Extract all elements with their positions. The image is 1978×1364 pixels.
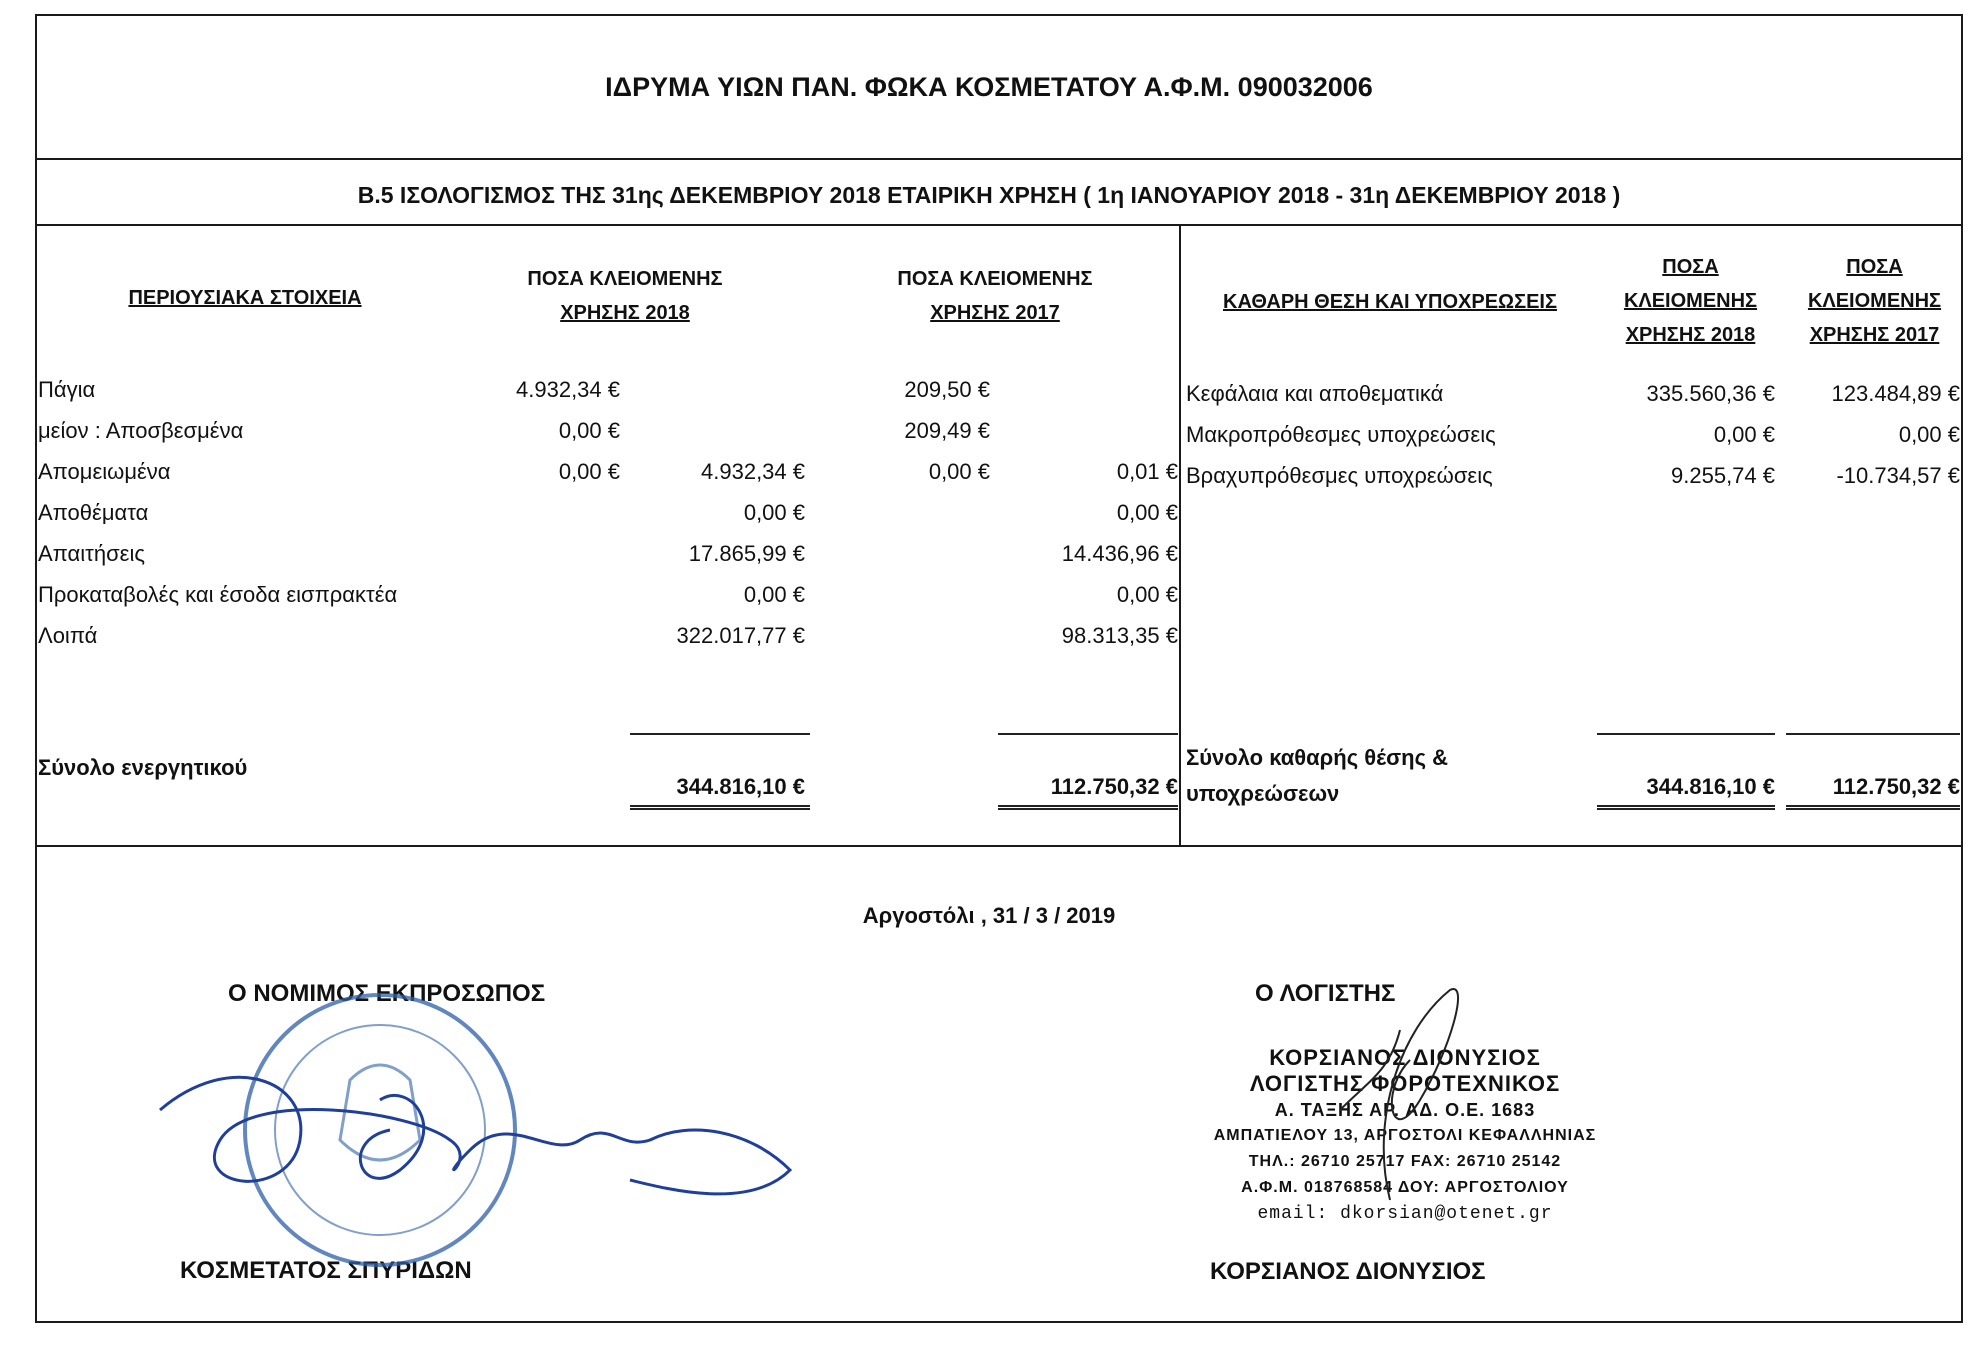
liabilities-row-label: Κεφάλαια και αποθεματικά — [1186, 381, 1444, 406]
liabilities-row-2017: -10.734,57 € — [1836, 463, 1960, 488]
legal-representative-name: ΚΟΣΜΕΤΑΤΟΣ ΣΠΥΡΙΔΩΝ — [180, 1257, 472, 1284]
divider-subtitle — [35, 224, 1963, 226]
assets-row-label: Προκαταβολές και έσοδα εισπρακτέα — [38, 582, 398, 607]
place-date: Αργοστόλι , 31 / 3 / 2019 — [862, 903, 1116, 928]
liabilities-total-2017: 112.750,32 € — [1832, 774, 1960, 799]
assets-row-label: μείον : Αποσβεσμένα — [38, 418, 244, 443]
assets-col2017-line1: ΠΟΣΑ ΚΛΕΙΟΜΕΝΗΣ — [897, 268, 1093, 290]
assets-total-double-rule-2018 — [630, 805, 810, 810]
assets-row-label: Απομειωμένα — [38, 459, 171, 484]
assets-col2017-header — [860, 262, 1130, 330]
assets-row-b2017: 0,00 € — [1116, 500, 1178, 525]
liabilities-row-2018: 335.560,36 € — [1646, 381, 1775, 406]
accountant-name: ΚΟΡΣΙΑΝΟΣ ΔΙΟΝΥΣΙΟΣ — [1210, 1258, 1486, 1285]
liabilities-heading: ΚΑΘΑΡΗ ΘΕΣΗ ΚΑΙ ΥΠΟΧΡΕΩΣΕΙΣ — [1223, 291, 1557, 313]
liabilities-row-2017: 123.484,89 € — [1831, 381, 1960, 406]
assets-col2018-line1: ΠΟΣΑ ΚΛΕΙΟΜΕΝΗΣ — [527, 268, 723, 290]
liabilities-total-2018: 344.816,10 € — [1646, 774, 1775, 799]
assets-subtotal-rule-2018 — [630, 733, 810, 735]
assets-row-label: Πάγια — [38, 377, 96, 402]
accountant-signature-icon — [1330, 970, 1480, 1210]
assets-col2018-line2: ΧΡΗΣΗΣ 2018 — [560, 302, 690, 324]
liabilities-col2018-line2: ΚΛΕΙΟΜΕΝΗΣ — [1623, 290, 1758, 312]
assets-row-b2018: 4.932,34 € — [701, 459, 805, 484]
document-subtitle: Β.5 ΙΣΟΛΟΓΙΣΜΟΣ ΤΗΣ 31ης ΔΕΚΕΜΒΡΙΟΥ 2018 ΕΤΑΙΡΙΚΗ ΧΡΗΣΗ ( 1η ΙΑΝΟΥΑΡΙΟΥ 2018 - 31η ΔΕΚΕΜΒΡΙΟΥ 2018 ) — [357, 182, 1621, 208]
assets-col2017-line2: ΧΡΗΣΗΣ 2017 — [930, 302, 1060, 324]
assets-total-2017: 112.750,32 € — [1050, 774, 1178, 799]
stamp-line: Α. ΤΑΞΗΣ ΑΡ. ΑΔ. Ο.Ε. 1683 — [1274, 1100, 1536, 1120]
accountant-role: Ο ΛΟΓΙΣΤΗΣ — [1255, 980, 1396, 1007]
assets-row-b2017: 14.436,96 € — [1061, 541, 1178, 566]
assets-row-label: Απαιτήσεις — [38, 541, 145, 566]
liabilities-col2017-line2: ΚΛΕΙΟΜΕΝΗΣ — [1807, 290, 1942, 312]
divider-title — [35, 158, 1963, 160]
assets-row-a2018: 4.932,34 € — [516, 377, 620, 402]
legal-representative-role: Ο ΝΟΜΙΜΟΣ ΕΚΠΡΟΣΩΠΟΣ — [228, 980, 546, 1007]
stamp-line: Α.Φ.Μ. 018768584 ΔΟΥ: ΑΡΓΟΣΤΟΛΙΟΥ — [1241, 1179, 1569, 1196]
divider-table-bottom — [35, 845, 1963, 847]
assets-total-2018: 344.816,10 € — [676, 774, 805, 799]
assets-heading: ΠΕΡΙΟΥΣΙΑΚΑ ΣΤΟΙΧΕΙΑ — [128, 287, 362, 309]
liabilities-col2018-header — [1598, 250, 1783, 352]
liabilities-row-label: Μακροπρόθεσμες υποχρεώσεις — [1186, 422, 1496, 447]
assets-row-b2018: 17.865,99 € — [688, 541, 805, 566]
liabilities-col2018-line1: ΠΟΣΑ — [1662, 256, 1719, 278]
liabilities-total-double-rule-2017 — [1786, 805, 1960, 810]
assets-row-a2017: 0,00 € — [928, 459, 990, 484]
liabilities-subtotal-rule-2018 — [1597, 733, 1775, 735]
assets-row-a2018: 0,00 € — [558, 459, 620, 484]
document-title: ΙΔΡΥΜΑ ΥΙΩΝ ΠΑΝ. ΦΩΚΑ ΚΟΣΜΕΤΑΤΟΥ Α.Φ.Μ. 090032006 — [605, 72, 1373, 102]
stamp-line: ΚΟΡΣΙΑΝΟΣ ΔΙΟΝΥΣΙΟΣ — [1269, 1045, 1541, 1070]
assets-row-b2018: 0,00 € — [743, 582, 805, 607]
stamp-line: ΤΗΛ.: 26710 25717 FAX: 26710 25142 — [1248, 1153, 1562, 1170]
liabilities-row-2018: 9.255,74 € — [1671, 463, 1775, 488]
liabilities-row-2018: 0,00 € — [1713, 422, 1775, 447]
assets-subtotal-rule-2017 — [998, 733, 1178, 735]
liabilities-total-double-rule-2018 — [1597, 805, 1775, 810]
liabilities-total-label-line1: Σύνολο καθαρής θέσης & — [1186, 745, 1449, 770]
assets-row-a2017: 209,49 € — [904, 418, 990, 443]
assets-row-a2018: 0,00 € — [558, 418, 620, 443]
assets-row-label: Λοιπά — [38, 623, 98, 648]
assets-total-double-rule-2017 — [998, 805, 1178, 810]
assets-row-b2017: 98.313,35 € — [1061, 623, 1178, 648]
liabilities-subtotal-rule-2017 — [1786, 733, 1960, 735]
foundation-seal-stamp-icon — [150, 990, 810, 1290]
assets-row-b2017: 0,00 € — [1116, 582, 1178, 607]
liabilities-row-label: Βραχυπρόθεσμες υποχρεώσεις — [1186, 463, 1493, 488]
liabilities-col2017-line3: ΧΡΗΣΗΣ 2017 — [1809, 324, 1940, 346]
assets-row-a2017: 209,50 € — [904, 377, 990, 402]
liabilities-col2017-line1: ΠΟΣΑ — [1846, 256, 1903, 278]
assets-total-label: Σύνολο ενεργητικού — [38, 755, 248, 780]
assets-row-label: Αποθέματα — [38, 500, 149, 525]
assets-col2018-header — [490, 262, 760, 330]
divider-columns — [1179, 224, 1181, 845]
assets-row-b2018: 0,00 € — [743, 500, 805, 525]
assets-row-b2018: 322.017,77 € — [676, 623, 805, 648]
stamp-line: email: dkorsian@otenet.gr — [1257, 1204, 1553, 1224]
liabilities-total-label — [1186, 740, 1448, 812]
liabilities-total-label-line2: υποχρεώσεων — [1186, 781, 1340, 806]
liabilities-col2018-line3: ΧΡΗΣΗΣ 2018 — [1625, 324, 1756, 346]
liabilities-row-2017: 0,00 € — [1898, 422, 1960, 447]
stamp-line: ΑΜΠΑΤΙΕΛΟΥ 13, ΑΡΓΟΣΤΟΛΙ ΚΕΦΑΛΛΗΝΙΑΣ — [1213, 1127, 1597, 1144]
assets-row-b2017: 0,01 € — [1116, 459, 1178, 484]
stamp-line: ΛΟΓΙΣΤΗΣ ΦΟΡΟΤΕΧΝΙΚΟΣ — [1249, 1071, 1561, 1096]
liabilities-col2017-header — [1787, 250, 1962, 352]
